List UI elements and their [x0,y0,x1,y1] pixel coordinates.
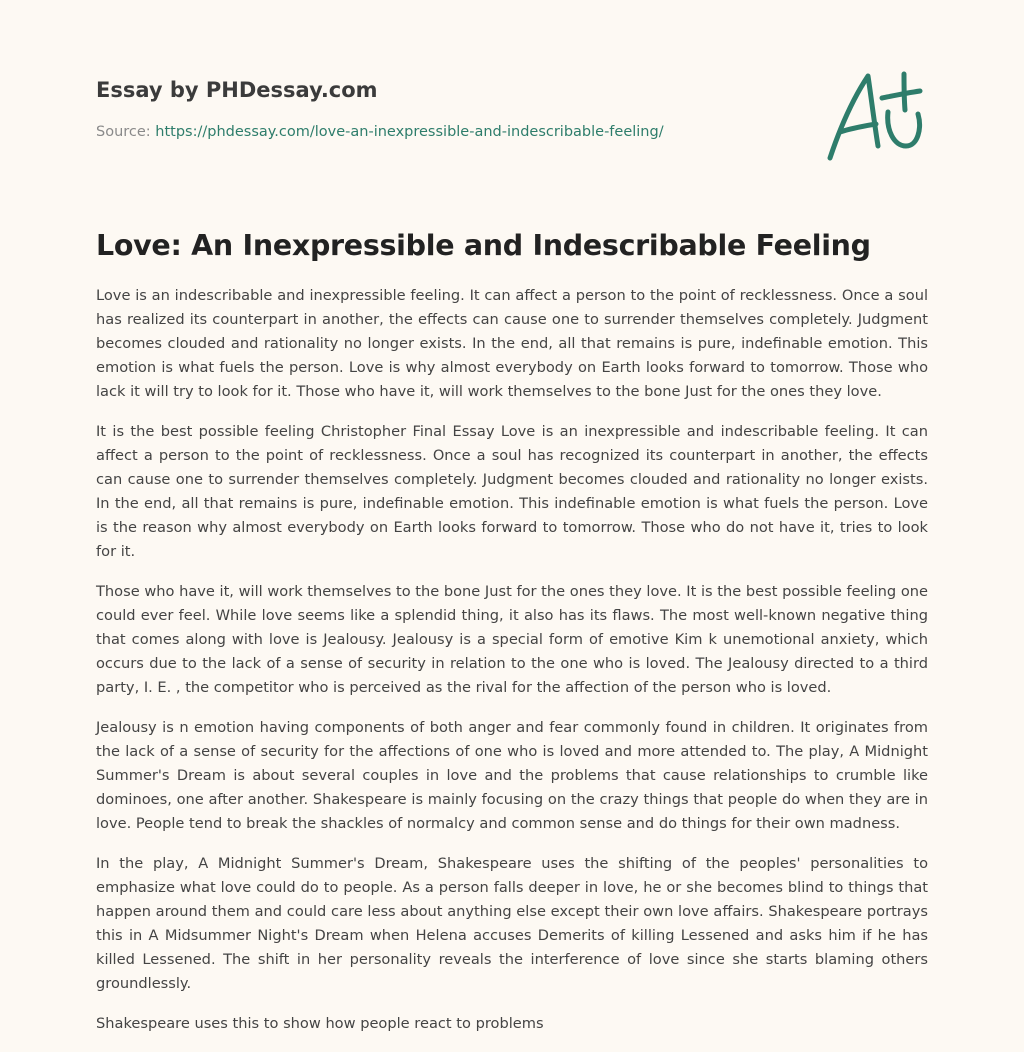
essay-body [96,284,928,1052]
essay-paragraph-4: Jealousy is n emotion having components of both anger and fear commonly found in children. It originates from the lack of a sense of security for the affections of one who is loved and more attended to. The play, A Midnight Summer's Dream is about several couples in love and the problems that cause relationships to crumble like dominoes, one after another. Shakespeare is mainly focusing on the crazy things that people do when they are in love. People tend to break the shackles of normalcy and common sense and do things for their own madness. [96,719,928,832]
source-label: Source: [96,124,156,140]
essay-paragraph-6: Shakespeare uses this to show how people react to problems [96,1015,544,1032]
essay-header [96,76,816,142]
essay-title: Love: An Inexpressible and Indescribable Feeling [96,229,871,262]
source-link[interactable]: https://phdessay.com/love-an-inexpressible-and-indescribable-feeling/ [155,124,664,140]
a-plus-grade-icon [818,66,930,166]
essay-paragraph-3: Those who have it, will work themselves to the bone Just for the ones they love. It is the best possible feeling one could ever feel. While love seems like a splendid thing, it also has its flaws. The most well-known negative thing that comes along with love is Jealousy. Jealousy is a special form of emotive Kim k unemotional anxiety, which occurs due to the lack of a sense of security in relation to the one who is loved. The Jealousy directed to a third party, I. E. , the competitor who is perceived as the rival for the affection of the person who is loved. [96,583,928,696]
essay-paragraph-5: In the play, A Midnight Summer's Dream, Shakespeare uses the shifting of the peoples' personalities to emphasize what love could do to people. As a person falls deeper in love, he or she becomes blind to things that happen around them and could care less about anything else except their own love affairs. Shakespeare portrays this in A Midsummer Night's Dream when Helena accuses Demerits of killing Lessened and asks him if he has killed Lessened. The shift in her personality reveals the interference of love since she starts blaming others groundlessly. [96,855,928,992]
essay-paragraph-2: It is the best possible feeling Christopher Final Essay Love is an inexpressible and indescribable feeling. It can affect a person to the point of recklessness. Once a soul has recognized its counterpart in another, the effects can cause one to surrender themselves completely. Judgment becomes clouded and rationality no longer exists. In the end, all that remains is pure, indefinable emotion. This indefinable emotion is what fuels the person. Love is the reason why almost everybody on Earth looks forward to tomorrow. Those who do not have it, tries to look for it. [96,423,928,560]
source-line [96,122,816,142]
essay-paragraph-1: Love is an indescribable and inexpressible feeling. It can affect a person to the point of recklessness. Once a soul has realized its counterpart in another, the effects can cause one to surrender themselves completely. Judgment becomes clouded and rationality no longer exists. In the end, all that remains is pure, indefinable emotion. This emotion is what fuels the person. Love is why almost everybody on Earth looks forward to tomorrow. Those who lack it will try to look for it. Those who have it, will work themselves to the bone Just for the ones they love. [96,287,928,400]
brand-title: Essay by PHDessay.com [96,78,378,102]
